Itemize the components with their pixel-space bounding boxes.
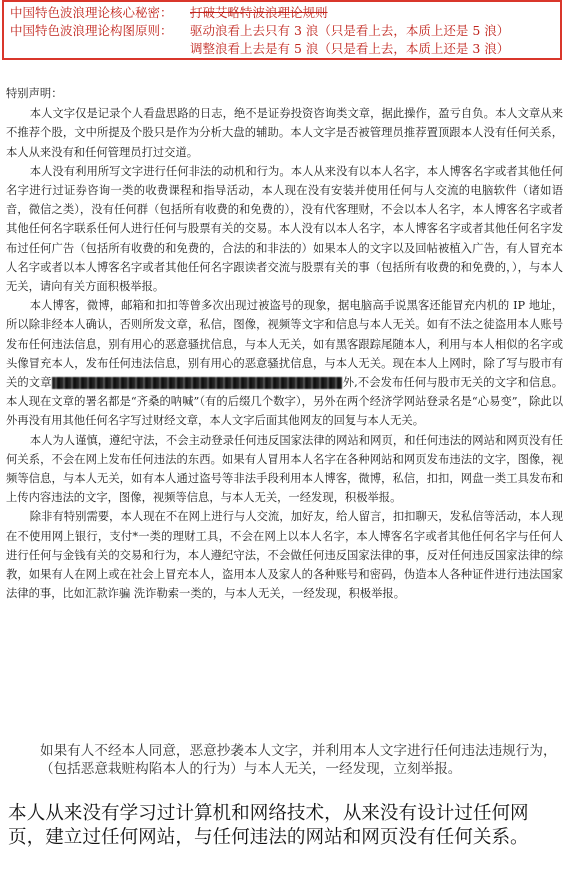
statement-paragraph-3-start: 本人博客，微博，邮箱和扣扣等曾多次出现过被盗号的现象，据电脑高手说黑客还能冒充内机的 IP 地址，所以除非经本人确认，否则所发文章，私信，图像，视频等文字和信息与本人无关。如有不法之徒盗用本人账号发布任何违法信息，别有用心的恶意骚扰信息，与本人无关，如有黑客跟踪尾随本人，利用与本人相似的名字或头像冒充本人，发布任何违法信息，别有用心的恶意骚扰信息，与本人无关。现在本人上网时，除了写与股市有关的文章 — [6, 299, 563, 390]
redaction-mark — [52, 377, 342, 389]
closing-statement: 本人从来没有学习过计算机和网络技术，从来没有设计过任何网页，建立过任何网站，与任何违法的网站和网页没有任何关系。 — [8, 803, 529, 848]
statement-paragraph-3 — [6, 296, 563, 430]
statement-paragraph-4: 本人为人谨慎，遵纪守法，不会主动登录任何违反国家法律的网站和网页，和任何违法的网站和网页没有任何关系，不会在网上发布任何违法的东西。如果有人冒用本人名字在各种网站和网页发布违法的文字，图像，视频等信息，与本人无关，如有本人通过盗号等非法手段利用本人博客，微博，私信，扣扣，网盘一类工具发布和上传内容违法的文字，图像，视频等信息，与本人无关，一经发现，积极举报。 — [6, 433, 563, 505]
header-line-secret — [10, 4, 554, 22]
header-line-principle — [10, 22, 554, 40]
header-value-secret: 打破艾略特波浪理论规则 — [190, 5, 328, 20]
header-label-principle: 中国特色波浪理论构图原则： — [10, 23, 173, 38]
header-label-secret: 中国特色波浪理论核心秘密： — [10, 5, 173, 20]
statement-body — [6, 84, 563, 603]
header-box — [2, 0, 562, 60]
statement-paragraph-2: 本人没有利用所写文字进行任何非法的动机和行为。本人从来没有以本人名字，本人博客名字或者其他任何名字进行过证券咨询一类的收费课程和指导活动，本人现在没有安装并使用任何与人交流的电脑软件（诸如语音，微信之类），没有任何群（包括所有收费的和免费的），没有代客理财，不会以本人名字，本人博客名字或者其他任何名字联系任何人进行任何与股票有关的交易。本人没有以本人名字，本人博客名字或者其他任何名字发布过任何广告（包括所有收费的和免费的，合法的和非法的）如果本人的文字以及回帖被植入广告，有人冒充本人名字或者以本人博客名字或者其他任何名字跟读者交流与股票有关的事（包括所有收费的和免费的，），与本人无关，请向有关方面积极举报。 — [6, 164, 563, 294]
header-value-driving-wave: 驱动浪看上去只有 3 浪（只是看上去，本质上还是 5 浪） — [190, 23, 510, 38]
header-value-correction-wave: 调整浪看上去是有 5 浪（只是看上去，本质上还是 3 浪） — [190, 41, 510, 56]
header-line-correction — [10, 40, 554, 58]
statement-paragraph-1: 本人文字仅是记录个人看盘思路的日志，绝不是证券投资咨询类文章，据此操作，盈亏自负。本人文章从来不推荐个股，文中所提及个股只是作为分析大盘的辅助。本人文字是否被管理员推荐置顶跟本人没有任何关系，本人从来没有和任何管理员打过交道。 — [6, 107, 563, 159]
plagiarism-warning: 如果有人不经本人同意，恶意抄袭本人文字，并利用本人文字进行任何违法违规行为，（包括恶意栽赃构陷本人的行为）与本人无关，一经发现，立刻举报。 — [40, 743, 557, 777]
statement-paragraph-5: 除非有特别需要，本人现在不在网上进行与人交流，加好友，给人留言，扣扣聊天，发私信等活动，本人现在不使用网上银行，支付*一类的理财工具，不会在网上以本人名字，本人博客名字或者其他任何名字与任何人进行任何与金钱有关的交易和行为，本人遵纪守法，不会做任何违反国家法律的事，反对任何违反国家法律的综教，如果有人在网上或在社会上冒充本人，盗用本人及家人的各种账号和密码，伪造本人各种证件进行违法国家法律的事，比如汇款诈骗 洗诈勒索一类的，与本人无关，一经发现，积极举报。 — [6, 510, 563, 601]
statement-paragraph-3-end: 外,不会发布任何与股市无关的文字和信息。本人现在文章的署名都是“齐桑的呐喊”（有的后缀几个数字），另外在两个经济学网站登录名是“心易变”，除此以外再没有用其他任何名字写过财经文章，本人文字后面其他网友的回复与本人无关。 — [6, 376, 563, 428]
statement-title: 特别声明： — [6, 87, 63, 100]
